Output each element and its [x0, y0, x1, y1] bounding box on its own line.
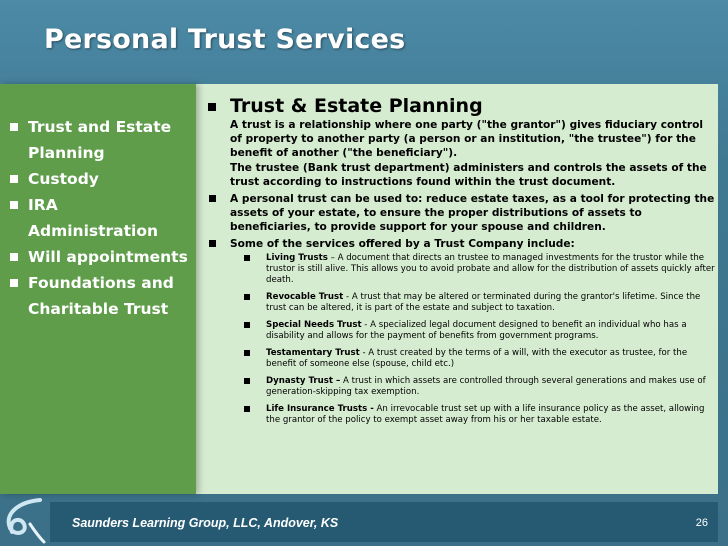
service-desc: A trust created by the terms of a will, with the executor as trustee, for the benefit of someone else (spouse, child etc.): [266, 347, 688, 370]
right-content: [204, 94, 716, 431]
footer-text: Saunders Learning Group, LLC, Andover, KS: [72, 516, 339, 530]
footer-bar: [50, 502, 718, 542]
square-bullet-icon: [244, 406, 250, 412]
service-desc: A document that directs an trustee to managed investments for the trustor while the trustor is still alive. This allows you to avoid probate and allow for the distribution of assets quickly after death.: [266, 252, 715, 286]
square-bullet-icon: [10, 123, 18, 131]
square-bullet-icon: [244, 294, 250, 300]
intro-text-2: The trustee (Bank trust department) administers and controls the assets of the trust according to instructions found within the trust document.: [230, 161, 707, 188]
heading-row: [204, 94, 716, 189]
left-list-item: Trust and Estate Planning: [10, 114, 190, 166]
left-topic-list: [10, 114, 190, 322]
service-term: Testamentary Trust: [266, 347, 360, 358]
square-bullet-icon: [244, 378, 250, 384]
service-desc: A trust that may be altered or terminated during the grantor's lifetime. Since the trust can be altered, it is part of the estate and subject to taxation.: [266, 292, 701, 314]
section-heading: Trust & Estate Planning: [230, 95, 483, 117]
left-list-item: Custody: [10, 166, 190, 192]
service-item: [204, 404, 716, 427]
square-bullet-icon: [244, 255, 250, 261]
square-bullet-icon: [208, 103, 216, 111]
square-bullet-icon: [244, 350, 250, 356]
service-desc: A specialized legal document designed to benefit an individual who has a disability and allows for the payment of benefits from government programs.: [266, 319, 687, 342]
square-bullet-icon: [209, 240, 216, 247]
service-term: Revocable Trust: [266, 292, 344, 303]
service-term: Life Insurance Trusts -: [266, 403, 374, 414]
service-term: Living Trusts: [266, 252, 328, 263]
service-item: Special Needs Trust - A specialized legal document designed to benefit an individual who has a disability and allows for the payment of benefits from government programs.: [204, 320, 716, 343]
left-list-item: Foundations and Charitable Trust: [10, 270, 190, 322]
service-item: Testamentary Trust - A trust created by the terms of a will, with the executor as trustee, for the benefit of someone else (spouse, child etc.): [204, 348, 716, 371]
service-item: Revocable Trust - A trust that may be altered or terminated during the grantor's lifetime. Since the trust can be altered, it is part of the estate and subject to taxation.: [204, 292, 716, 315]
service-desc: An irrevocable trust set up with a life insurance policy as the asset, allowing the grantor of the policy to exempt asset away from his or her taxable estate.: [266, 403, 705, 425]
service-term: Dynasty Trust –: [266, 375, 341, 386]
left-list-item: IRA Administration: [10, 192, 190, 244]
slide-title: Personal Trust Services: [44, 24, 406, 55]
services-list: [204, 253, 716, 426]
company-logo-icon: [0, 494, 46, 546]
intro-text-1: A trust is a relationship where one party ("the grantor") gives fiduciary control of property to another party (a person or an institution, "the trustee") for the benefit of another ("the beneficiary").: [230, 119, 704, 160]
bullet-paragraph: Some of the services offered by a Trust Company include:: [204, 237, 716, 251]
left-list-item: Will appointments: [10, 244, 190, 270]
square-bullet-icon: [244, 322, 250, 328]
square-bullet-icon: [10, 175, 18, 183]
square-bullet-icon: [10, 201, 18, 209]
service-term: Special Needs Trust: [266, 319, 362, 330]
square-bullet-icon: [10, 253, 18, 261]
square-bullet-icon: [209, 195, 216, 202]
service-desc: A trust in which assets are controlled through several generations and makes use of generation-skipping tax exemption.: [266, 375, 706, 397]
page-number: 26: [695, 517, 708, 529]
bullet-paragraph: A personal trust can be used to: reduce estate taxes, as a tool for protecting the assets of your estate, to ensure the proper distributions of assets to beneficiaries, to provide support for your spouse and children.: [204, 192, 716, 235]
square-bullet-icon: [10, 279, 18, 287]
service-item: Living Trusts – A document that directs an trustee to managed investments for the trustor while the trustor is still alive. This allows you to avoid probate and allow for the distribution of assets quickly after death.: [204, 253, 716, 287]
service-item: [204, 376, 716, 399]
